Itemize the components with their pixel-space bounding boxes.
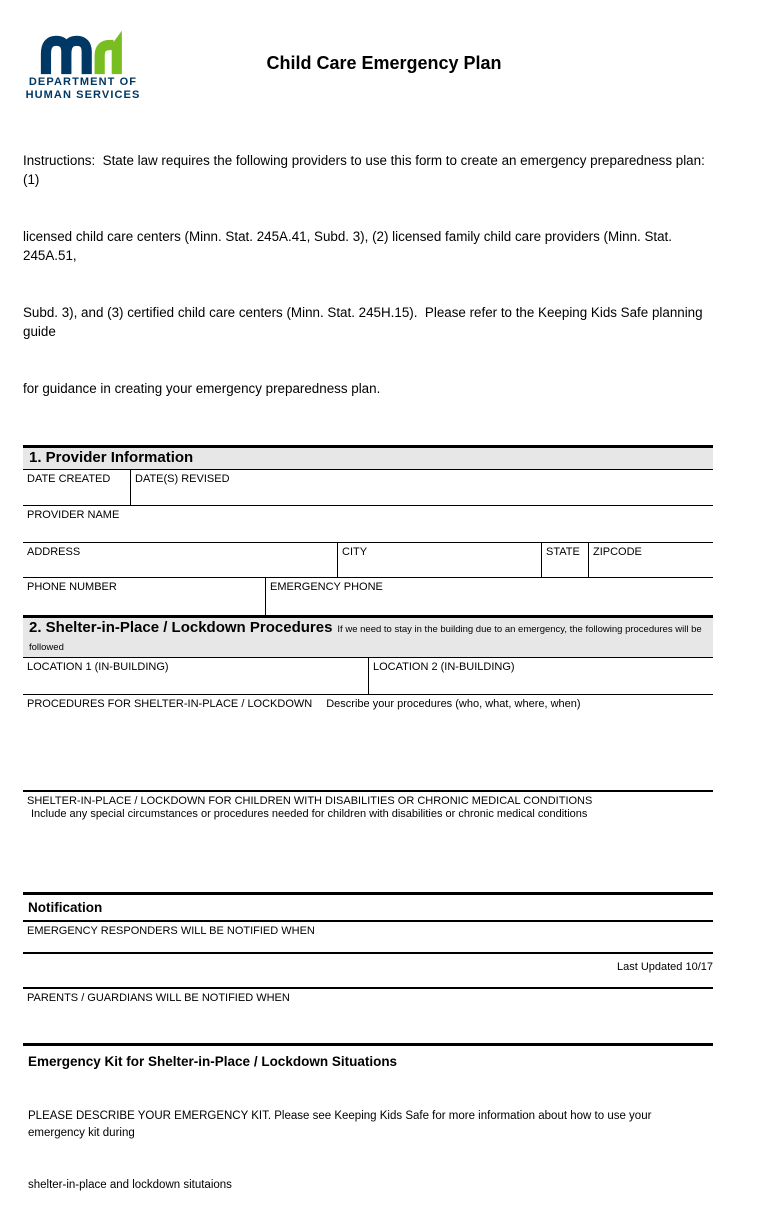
provider-name-label: PROVIDER NAME [27,508,120,521]
row-address [23,543,713,578]
page-footer [23,952,713,973]
date-created-field[interactable] [23,470,130,505]
date-created-label: DATE CREATED [27,472,111,485]
section-shelter-subtitle: If we need to stay in the building due to an emergency, the following procedures will be followed [29,623,702,653]
row-phones [23,578,713,615]
procedures-field[interactable] [23,695,713,790]
instructions-line: Instructions: State law requires the following providers to use this form to create an emergency preparedness plan: (1) [23,153,709,188]
address-field[interactable] [23,543,337,577]
city-label: CITY [342,545,368,558]
emergency-phone-field[interactable] [265,578,713,615]
emergency-phone-label: EMERGENCY PHONE [270,580,383,593]
last-updated-text: Last Updated 10/17 [616,961,713,973]
row-disabilities [23,792,713,892]
dates-revised-label: DATE(S) REVISED [135,472,230,485]
notification-title: Notification [28,899,103,915]
dates-revised-field[interactable] [130,470,713,505]
parents-field[interactable] [23,989,713,1043]
section-provider-title: 1. Provider Information [29,448,194,466]
instructions-paragraph [23,113,713,437]
provider-name-field[interactable] [23,506,713,542]
section-shelter-title: 2. Shelter-in-Place / Lockdown Procedures [29,618,333,636]
notification-header [23,895,713,922]
kit-title: Emergency Kit for Shelter-in-Place / Lockdown Situations [28,1053,398,1069]
row-parents [23,989,713,1043]
logo-text-line2: HUMAN SERVICES [25,89,141,102]
location2-label: LOCATION 2 (IN-BUILDING) [373,660,515,673]
section-kit [23,1043,713,1231]
disabilities-field[interactable] [23,792,713,892]
procedures-hint: Describe your procedures (who, what, where, when) [326,697,581,710]
address-label: ADDRESS [27,545,81,558]
instructions-line: licensed child care centers (Minn. Stat. 245A.41, Subd. 3), (2) licensed family child care providers (Minn. Stat. 245A.51, [23,229,676,264]
phone-number-field[interactable] [23,578,265,615]
logo-text-line1: DEPARTMENT OF [28,76,138,88]
kit-description-line: PLEASE DESCRIBE YOUR EMERGENCY KIT. Please see Keeping Kids Safe for more information about how to use your emergency kit during [28,1110,655,1140]
kit-description-field[interactable] [23,1072,713,1231]
section-provider-header [23,445,713,470]
row-dates [23,470,713,506]
state-field[interactable] [541,543,588,577]
responders-label: EMERGENCY RESPONDERS WILL BE NOTIFIED WHEN [27,924,315,937]
location1-label: LOCATION 1 (IN-BUILDING) [27,660,169,673]
form-header [23,26,713,102]
phone-number-label: PHONE NUMBER [27,580,117,593]
location2-field[interactable] [368,658,713,694]
location1-field[interactable] [23,658,368,694]
kit-header [23,1046,713,1072]
zipcode-label: ZIPCODE [593,545,642,558]
procedures-label: PROCEDURES FOR SHELTER-IN-PLACE / LOCKDOWN [27,697,313,710]
kit-description-line: shelter-in-place and lockdown situtaions [28,1179,232,1192]
section-shelter-header [23,615,713,658]
page-title: Child Care Emergency Plan [266,53,502,73]
row-procedures [23,695,713,792]
row-provider-name [23,506,713,543]
instructions-line: for guidance in creating your emergency preparedness plan. [23,381,381,397]
parents-label: PARENTS / GUARDIANS WILL BE NOTIFIED WHEN [27,991,290,1004]
row-locations [23,658,713,695]
disabilities-label: SHELTER-IN-PLACE / LOCKDOWN FOR CHILDREN WITH DISABILITIES OR CHRONIC MEDICAL CONDITIONS [27,794,593,807]
state-label: STATE [546,545,580,558]
city-field[interactable] [337,543,541,577]
disabilities-hint: Include any special circumstances or procedures needed for children with disabilities or chronic medical conditions [31,807,588,820]
instructions-line: Subd. 3), and (3) certified child care centers (Minn. Stat. 245H.15). Please refer to the Keeping Kids Safe planning guide [23,305,707,340]
zipcode-field[interactable] [588,543,713,577]
form-content [23,0,713,1231]
